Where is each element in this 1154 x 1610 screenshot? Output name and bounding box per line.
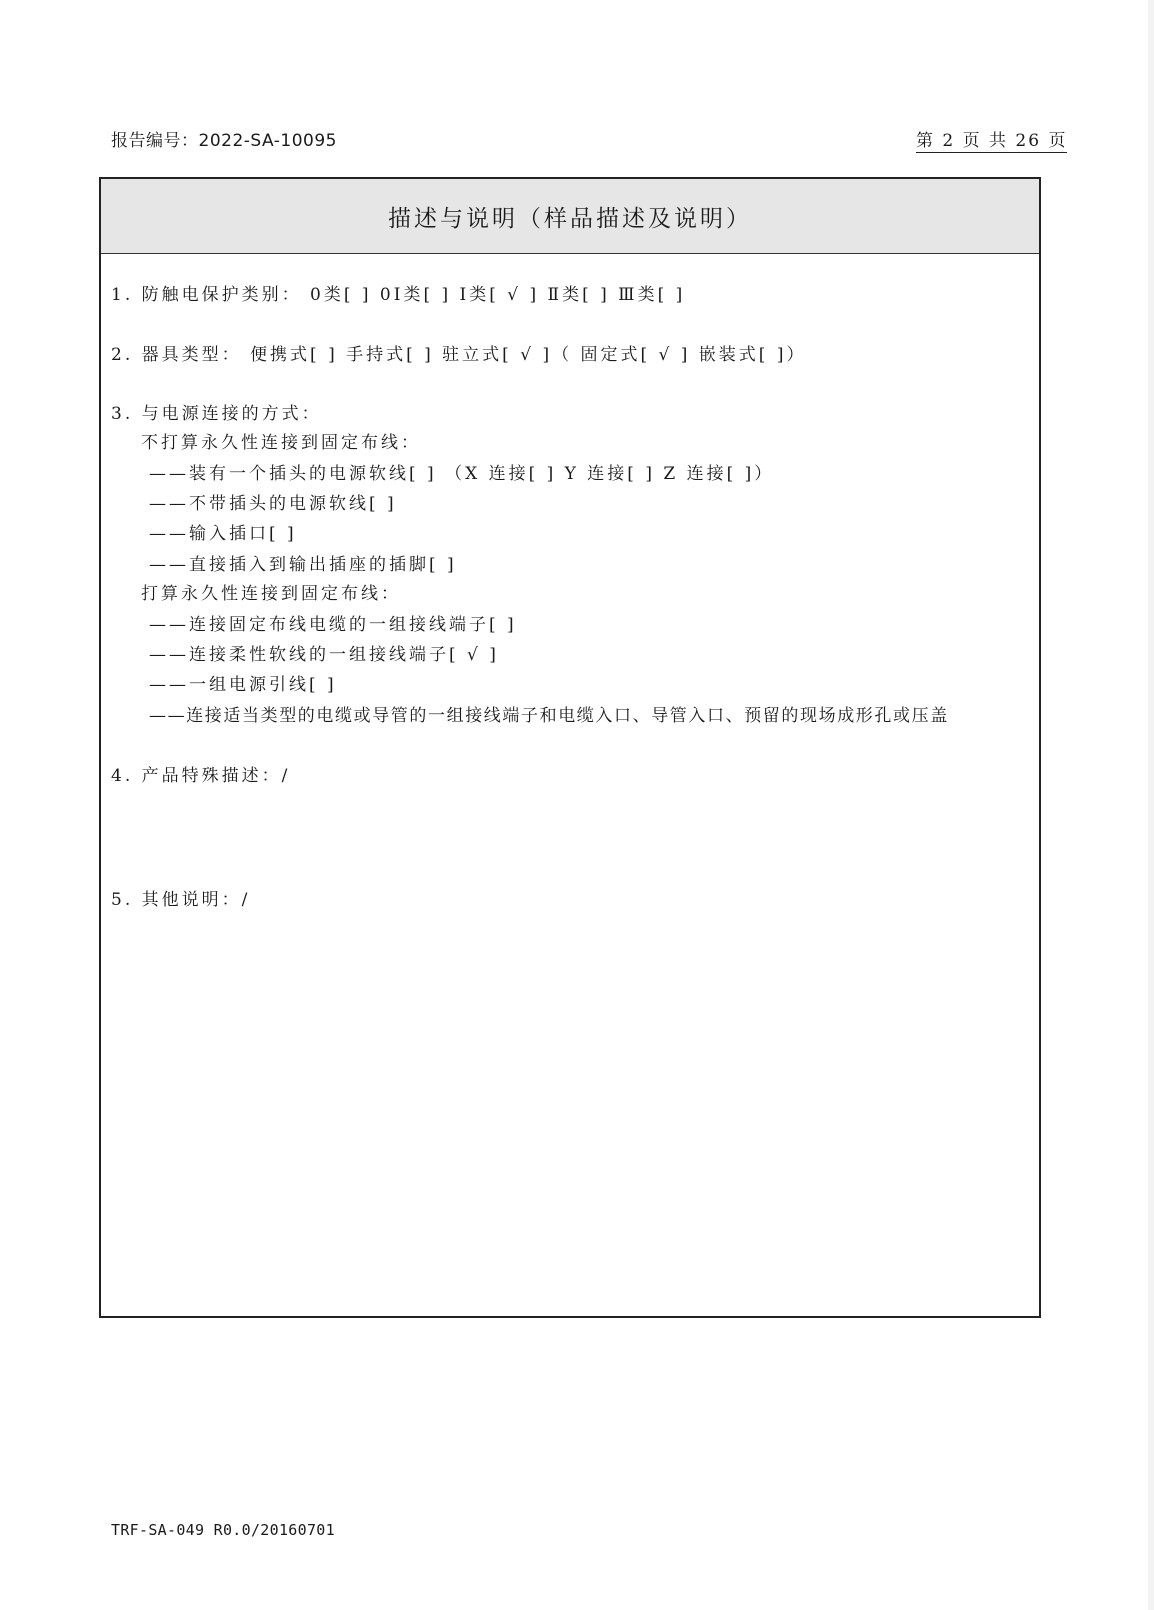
list-item: ——装有一个插头的电源软线[ ] （X 连接[ ] Y 连接[ ] Z 连接[ ]） [149, 464, 775, 484]
list-item: ——连接固定布线电缆的一组接线端子[ ] [149, 615, 517, 635]
form-title: 描述与说明（样品描述及说明） [101, 179, 1039, 254]
list-item: ——直接插入到输出插座的插脚[ ] [149, 555, 457, 575]
other-notes-line: 5. 其他说明：/ [111, 890, 251, 910]
permanent-heading: 打算永久性连接到固定布线： [141, 584, 401, 604]
form-code: TRF-SA-049 R0.0/20160701 [111, 1521, 335, 1539]
list-item: ——一组电源引线[ ] [149, 675, 337, 695]
page-indicator: 第 2 页 共 26 页 [916, 126, 1067, 153]
non-permanent-heading: 不打算永久性连接到固定布线： [141, 433, 421, 453]
list-item: ——连接柔性软线的一组接线端子[ √ ] [149, 645, 499, 665]
list-item: ——连接适当类型的电缆或导管的一组接线端子和电缆入口、导管入口、预留的现场成形孔或压盖 [149, 706, 949, 726]
special-description-line: 4. 产品特殊描述：/ [111, 766, 291, 786]
description-form [99, 177, 1041, 1318]
connection-heading: 3. 与电源连接的方式： [111, 404, 322, 424]
report-number: 报告编号：2022-SA-10095 [111, 131, 337, 151]
list-item: ——输入插口[ ] [149, 524, 297, 544]
protection-class-line: 1. 防触电保护类别： 0类[ ] 0Ⅰ类[ ] Ⅰ类[ √ ] Ⅱ类[ ] Ⅲ类[ ] [111, 285, 686, 305]
list-item: ——不带插头的电源软线[ ] [149, 494, 397, 514]
appliance-type-line: 2. 器具类型： 便携式[ ] 手持式[ ] 驻立式[ √ ]（ 固定式[ √ ] 嵌装式[ ]） [111, 345, 807, 365]
